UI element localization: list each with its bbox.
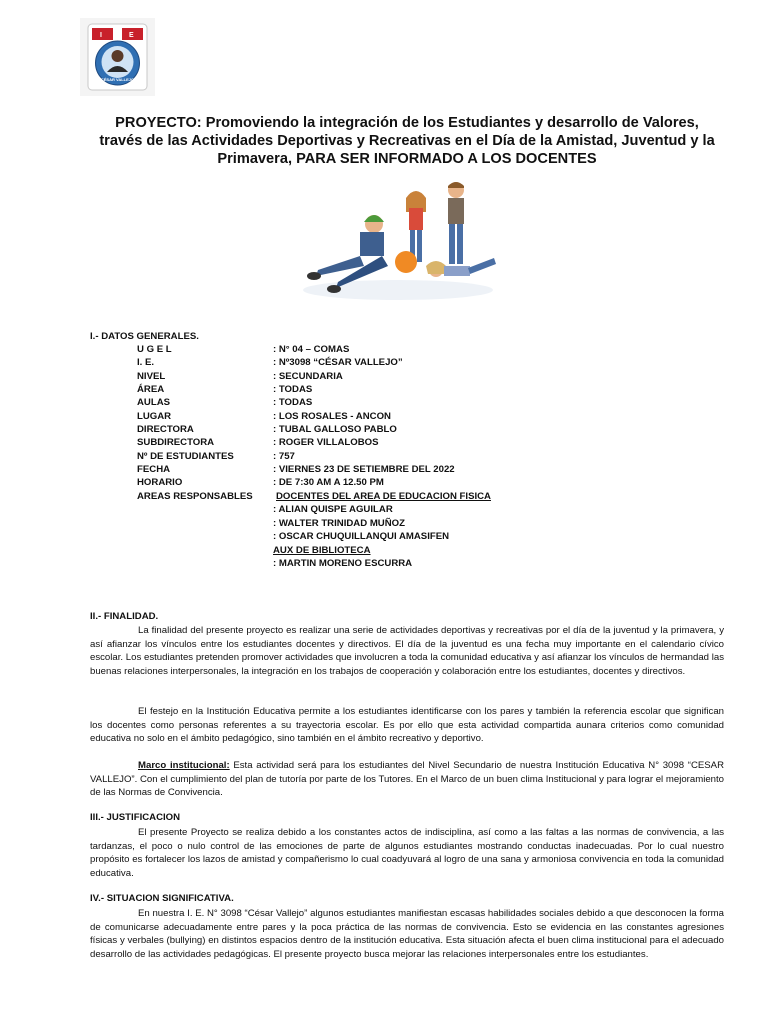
page-title: PROYECTO: Promoviendo la integración de los Estudiantes y desarrollo de Valores, través de las Actividades Deportivas y Recreativas en el Día de la Amistad, Juventud y la Primavera, PARA SER INFORMADO A LOS DOCENTES	[99, 115, 715, 167]
datos-value: : 757	[273, 450, 295, 462]
finalidad-paragraph	[90, 624, 724, 678]
datos-value: : Nº3098 “CÉSAR VALLEJO”	[273, 357, 403, 368]
datos-value: : TUBAL GALLOSO PABLO	[273, 424, 397, 435]
marco-text: Esta actividad será para los estudiantes del Nivel Secundario de nuestra Institución Educativa N° 3098 “CESAR VALLEJO”. Con el cumplimiento del plan de tutoría por parte de los Tutores. En el Marco de un buen clima Institucional y para lograr el mejoramiento de las Normas de Convivencia.	[90, 760, 725, 798]
datos-value: : N° 04 – COMAS	[273, 344, 350, 355]
marco-label: Marco institucional:	[138, 760, 230, 771]
svg-text:E: E	[129, 32, 134, 39]
situacion-paragraph	[90, 907, 724, 961]
datos-value: : DE 7:30 AM A 12.50 PM	[273, 477, 384, 488]
situacion-text: En nuestra I. E. N° 3098 “César Vallejo” algunos estudiantes manifiestan escasas habilidades sociales debido a que desconocen la forma de comunicarse adecuadamente entre pares y la poca práctica de las normas de convivencia. Esto se evidencia en las constantes agresiones físicas y verbales (bullying) en distintos espacios dentro de la institución educativa. Esta situación afecta el buen clima institucional para el adecuado desarrollo de las actividades pedagógicas. El presente proyecto busca mejorar las relaciones interpersonales entre los estudiantes.	[90, 908, 724, 960]
finalidad-text: La finalidad del presente proyecto es realizar una serie de actividades deportivas y recreativas por el día de la juventud y la primavera, y así afianzar los vínculos entre los estudiantes docentes y directivos. El día de la juventud es una fecha muy importante en el calendario cívico escolar. Los estudiantes pretenden promover actividades que involucren a toda la comunidad educativa y así afianzar los vínculos de hermandad las buenas relaciones interpersonales, la integración en los trabajos de cooperación y colaboración entre los estudiantes, docentes y directivos.	[90, 625, 724, 677]
datos-key: HORARIO	[137, 477, 183, 488]
datos-key: AREAS RESPONSABLES	[137, 490, 253, 502]
datos-generales-heading: I.- DATOS GENERALES.	[90, 331, 199, 342]
logo-text: CÉSAR VALLEJO	[100, 77, 135, 82]
datos-value: : LOS ROSALES - ANCON	[273, 410, 391, 422]
finalidad-paragraph	[90, 705, 724, 746]
datos-value: : TODAS	[273, 397, 313, 408]
datos-value: : VIERNES 23 DE SETIEMBRE DEL 2022	[273, 464, 455, 475]
finalidad-text: El festejo en la Institución Educativa permite a los estudiantes identificarse con los pares y también la referencia escolar que significan los docentes como personas referentes a su trayectoria escolar. Es por ello que esta actividad compartida aunara criterios como comunidad educativa no solo en el ámbito pedagógico, sino también en el ámbito recreativo y deportivo.	[90, 706, 724, 744]
situacion-heading: IV.- SITUACION SIGNIFICATIVA.	[90, 893, 234, 904]
datos-value: : ALIAN QUISPE AGUILAR	[273, 504, 393, 515]
datos-value: DOCENTES DEL AREA DE EDUCACION FISICA	[276, 490, 491, 502]
datos-key: I. E.	[137, 357, 155, 368]
datos-key: AULAS	[137, 397, 171, 408]
students-illustration	[298, 178, 503, 300]
datos-value: : MARTIN MORENO ESCURRA	[273, 558, 413, 569]
datos-value: : SECUNDARIA	[273, 370, 343, 382]
svg-text:I: I	[100, 32, 102, 39]
datos-key: ÁREA	[137, 384, 165, 395]
justificacion-heading: III.- JUSTIFICACION	[90, 812, 181, 823]
marco-paragraph	[90, 759, 724, 800]
datos-key: DIRECTORA	[137, 424, 194, 435]
datos-key: U G E L	[137, 344, 172, 355]
datos-value: : WALTER TRINIDAD MUÑOZ	[273, 517, 405, 529]
datos-key: SUBDIRECTORA	[137, 437, 215, 448]
datos-key: NIVEL	[137, 370, 166, 382]
school-logo	[80, 18, 155, 96]
justificacion-paragraph	[90, 826, 724, 880]
datos-value: : ROGER VILLALOBOS	[273, 437, 379, 448]
datos-value: : OSCAR CHUQUILLANQUI AMASIFEN	[273, 531, 450, 542]
justificacion-text: El presente Proyecto se realiza debido a los constantes actos de indisciplina, así como a las faltas a las normas de convivencia, a las tardanzas, el poco o nulo control de las emociones de parte de algunos estudiantes mostrando conductas inadecuadas. Por lo cual nuestro propósito es fortalecer los lazos de amistad y compañerismo lo cual coadyuvará al logro de una sana y armoniosa convivencia en toda la comunidad educativa.	[90, 827, 724, 879]
finalidad-heading: II.- FINALIDAD.	[90, 611, 159, 622]
datos-key: FECHA	[137, 464, 171, 475]
datos-key: LUGAR	[137, 410, 172, 422]
datos-value: AUX DE BIBLIOTECA	[273, 544, 371, 556]
datos-key: Nº DE ESTUDIANTES	[137, 450, 234, 462]
datos-value: : TODAS	[273, 384, 313, 395]
